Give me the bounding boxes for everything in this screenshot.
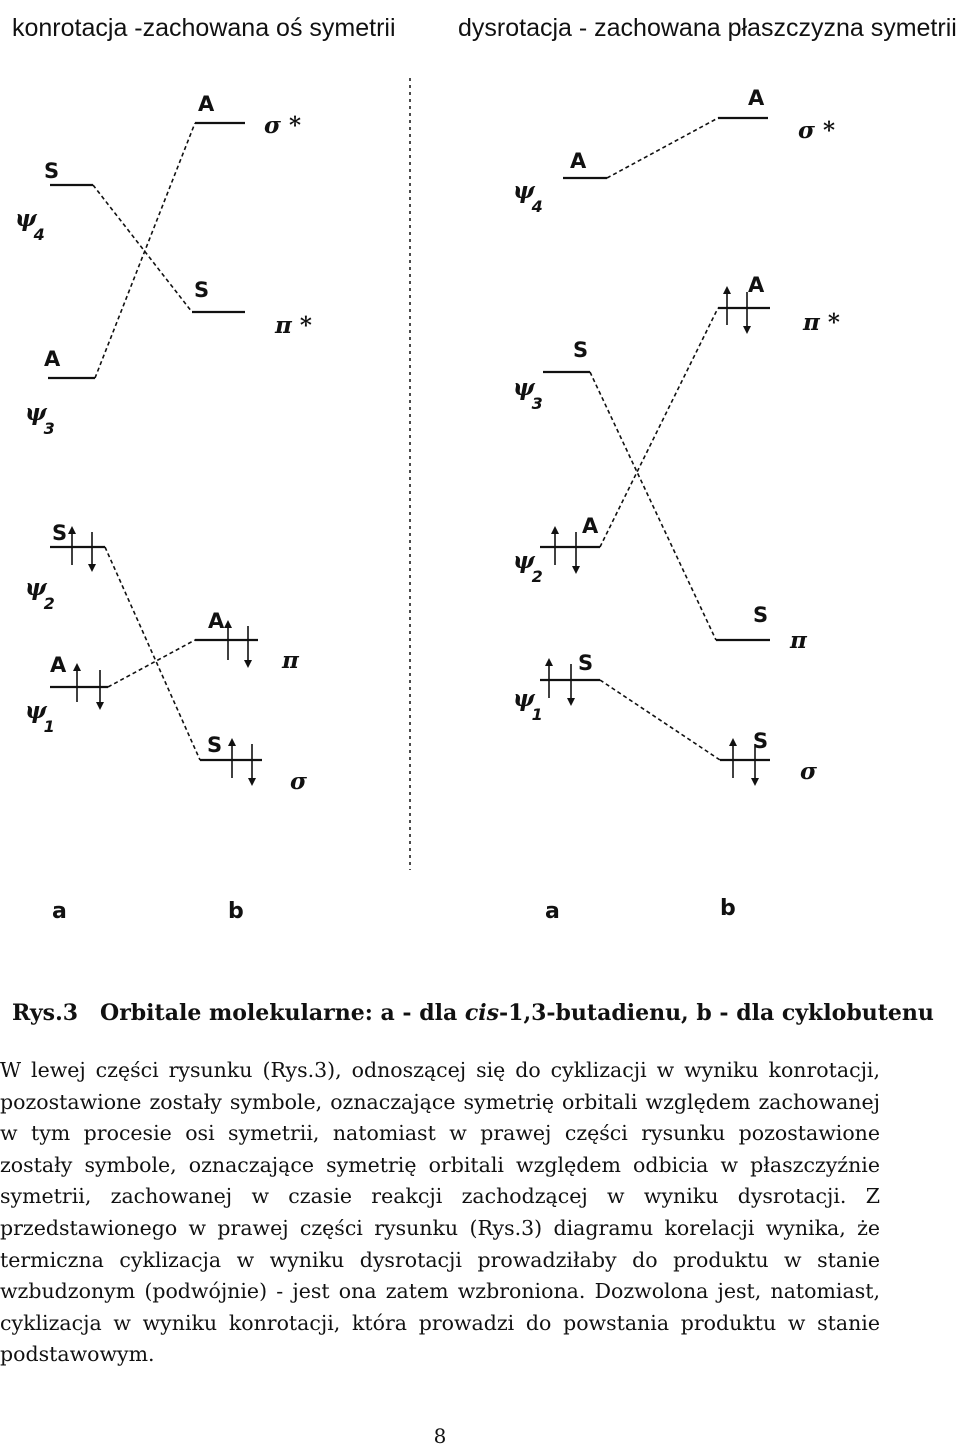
psi3-label: ψ 3 <box>513 374 543 413</box>
electron-pair-arrows <box>549 662 571 702</box>
electron-pair-arrows <box>733 742 755 782</box>
correlation-line <box>93 185 192 312</box>
symmetry-label-a: A <box>582 514 599 538</box>
body-paragraph: W lewej części rysunku (Rys.3), odnoszącej się do cyklizacji w wyniku konrotacji, pozostawione zostały symbole, oznaczające symetrię orbitali względem zachowanej w tym procesie osi symetrii, natomiast w prawej części rysunku pozostawione zostały symbole, oznaczające symetrię orbitali względem odbicia w płaszczyźnie symetrii, zachowanej w czasie reakcji zachodzącej w wyniku dysrotacji. Z przedstawionego w prawej części rysunku (Rys.3) diagramu korelacji wynika, że termiczna cyklizacja w wyniku dysrotacji prowadziłaby do produktu w stanie wzbudzonym (podwójnie) - jest ona zatem wzbroniona. Dozwolona jest, natomiast, cyklizacja w wyniku konrotacji, która prowadzi do powstania produktu w stanie podstawowym. <box>0 1058 880 1367</box>
electron-pair-arrows <box>555 530 576 570</box>
correlation-line <box>600 680 720 760</box>
symmetry-label-a: A <box>44 347 61 371</box>
psi2-label: ψ 2 <box>25 574 55 613</box>
correlation-line <box>108 640 195 687</box>
electron-pair-arrows <box>72 530 92 568</box>
header-dysrotacja: dysrotacja - zachowana płaszczyzna symetrii <box>458 14 957 42</box>
correlation-line <box>95 123 195 378</box>
symmetry-label-s: S <box>753 603 769 627</box>
symmetry-label-s: S <box>207 733 223 757</box>
psi1-label: ψ 1 <box>25 697 55 736</box>
symmetry-label-s: S <box>753 729 769 753</box>
page-number: 8 <box>433 1424 447 1448</box>
pi-star-label: π * <box>275 312 312 339</box>
column-label-a: a <box>52 899 67 924</box>
psi1-label: ψ 1 <box>513 685 543 724</box>
symmetry-label-a: A <box>50 653 67 677</box>
sigma-label: σ <box>800 758 817 785</box>
sigma-star-label: σ * <box>264 112 301 139</box>
psi3-label: ψ 3 <box>25 399 55 438</box>
correlation-line <box>590 372 716 640</box>
symmetry-label-s: S <box>52 521 68 545</box>
psi4-label: ψ 4 <box>513 177 543 216</box>
pi-label: π <box>790 627 807 654</box>
symmetry-label-s: S <box>194 278 210 302</box>
symmetry-label-s: S <box>44 159 60 183</box>
body-text <box>0 1055 880 1371</box>
sigma-label: σ <box>290 768 307 795</box>
correlation-line <box>105 547 200 760</box>
symmetry-label-a: A <box>748 273 765 297</box>
sigma-star-label: σ * <box>798 117 835 144</box>
symmetry-label-a: A <box>570 149 587 173</box>
correlation-line <box>607 118 718 178</box>
header-konrotacja: konrotacja -zachowana oś symetrii <box>12 14 396 42</box>
electron-pair-arrows <box>232 742 252 782</box>
figure-caption: Rys.3 Orbitale molekularne: a - dla cis-1,3-butadienu, b - dla cyklobutenu <box>12 1000 934 1026</box>
column-label-b: b <box>228 899 244 924</box>
symmetry-label-s: S <box>578 651 594 675</box>
symmetry-label-s: S <box>573 338 589 362</box>
column-label-b: b <box>720 896 736 921</box>
symmetry-label-a: A <box>208 609 225 633</box>
column-label-a: a <box>545 899 560 924</box>
electron-pair-arrows <box>727 290 747 330</box>
caption-label: Rys.3 <box>12 1000 79 1026</box>
electron-pair-arrows <box>228 624 248 664</box>
pi-label: π <box>282 647 299 674</box>
symmetry-label-a: A <box>748 86 765 110</box>
symmetry-label-a: A <box>198 92 215 116</box>
psi4-label: ψ 4 <box>15 205 45 244</box>
pi-star-label: π * <box>803 309 840 336</box>
psi2-label: ψ 2 <box>513 547 543 586</box>
correlation-line <box>600 308 718 547</box>
